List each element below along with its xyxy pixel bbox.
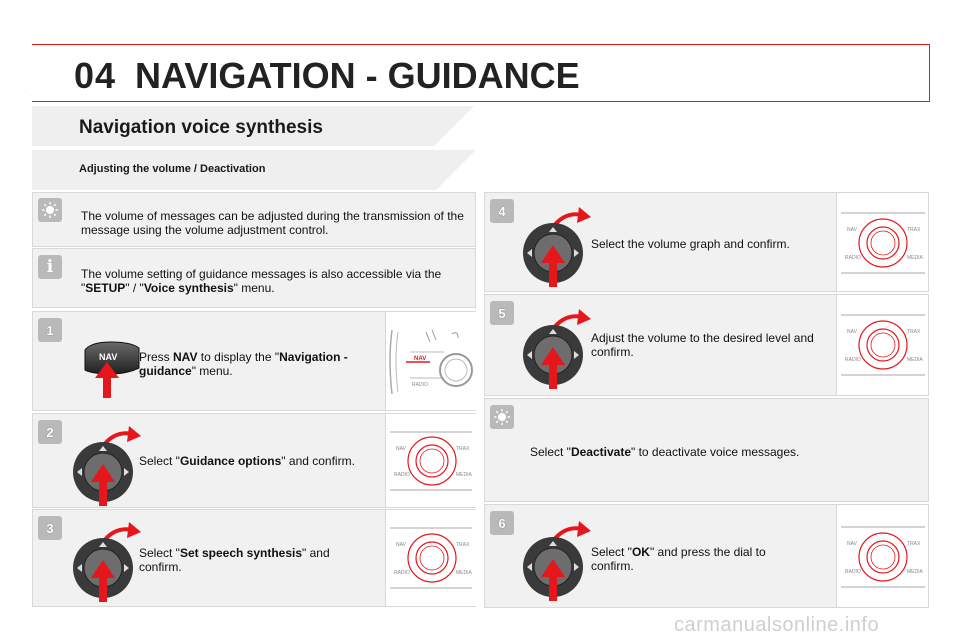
step-4-panel xyxy=(484,192,929,292)
step-3-text: Select "Set speech synthesis" and confirm. xyxy=(139,546,330,574)
tip-panel-volume xyxy=(32,192,476,247)
step-6-panel-image xyxy=(836,505,928,607)
chapter-number: 04 xyxy=(74,55,117,96)
step-1-panel-image xyxy=(385,312,476,410)
step-2-badge: 2 xyxy=(38,420,62,444)
step-5-text: Adjust the volume to the desired level and confirm. xyxy=(591,331,814,359)
control-panel-illustration xyxy=(386,510,477,606)
section-title: Navigation voice synthesis xyxy=(79,117,323,138)
step-5-panel xyxy=(484,294,929,396)
panel-trax-label: TRAX xyxy=(456,542,470,548)
step-5-badge: 5 xyxy=(490,301,514,325)
step-1-badge: 1 xyxy=(38,318,62,342)
dashboard-nav-illustration xyxy=(386,312,477,410)
panel-radio-label: RADIO xyxy=(845,357,861,363)
step-3-panel xyxy=(32,509,476,607)
step-6-badge: 6 xyxy=(490,511,514,535)
panel-trax-label: TRAX xyxy=(907,541,921,547)
panel-trax-label: TRAX xyxy=(456,446,470,452)
panel-radio-label: RADIO xyxy=(394,570,410,576)
step-2-panel-image xyxy=(385,414,476,507)
panel-nav-label: NAV xyxy=(847,329,857,335)
rotary-dial-push-icon xyxy=(521,201,591,287)
panel-nav-label: NAV xyxy=(396,446,406,452)
panel-media-label: MEDIA xyxy=(456,472,472,478)
step-3-badge: 3 xyxy=(38,516,62,540)
step-2-text: Select "Guidance options" and confirm. xyxy=(139,454,355,468)
control-panel-illustration xyxy=(837,295,929,395)
step-2-panel xyxy=(32,413,476,508)
rotary-dial-push-icon xyxy=(71,420,141,506)
step-4-text: Select the volume graph and confirm. xyxy=(591,237,790,251)
panel-media-label: MEDIA xyxy=(456,570,472,576)
panel-trax-label: TRAX xyxy=(907,227,921,233)
step-5-panel-image xyxy=(836,295,928,395)
panel-radio-label: RADIO xyxy=(845,255,861,261)
step-4-badge: 4 xyxy=(490,199,514,223)
step-1-text: Press NAV to display the "Navigation - guidance" menu. xyxy=(139,350,348,378)
panel-media-label: MEDIA xyxy=(907,569,923,575)
info-panel-setup xyxy=(32,248,476,308)
chapter-title: NAVIGATION - GUIDANCE xyxy=(135,55,580,96)
control-panel-illustration xyxy=(837,505,929,607)
panel-nav-label: NAV xyxy=(396,542,406,548)
tip-panel-deactivate xyxy=(484,398,929,502)
step-4-panel-image xyxy=(836,193,928,291)
dashboard-radio-label: RADIO xyxy=(412,382,428,388)
panel-nav-label: NAV xyxy=(847,541,857,547)
control-panel-illustration xyxy=(386,414,477,507)
rotary-dial-push-icon xyxy=(71,516,141,602)
step-3-panel-image xyxy=(385,510,476,606)
step-6-text: Select "OK" and press the dial to confirm. xyxy=(591,545,766,573)
rotary-dial-push-icon xyxy=(521,515,591,601)
dashboard-nav-label: NAV xyxy=(414,356,427,362)
section-subtitle: Adjusting the volume / Deactivation xyxy=(79,163,266,175)
tip-volume-text: The volume of messages can be adjusted during the transmission of the message using the volume adjustment control. xyxy=(81,209,464,237)
control-panel-illustration xyxy=(837,193,929,291)
step-1-panel xyxy=(32,311,476,411)
nav-button-illustration xyxy=(77,334,147,400)
lightbulb-icon xyxy=(490,405,514,429)
panel-media-label: MEDIA xyxy=(907,357,923,363)
panel-trax-label: TRAX xyxy=(907,329,921,335)
panel-nav-label: NAV xyxy=(847,227,857,233)
tip-deactivate-text: Select "Deactivate" to deactivate voice messages. xyxy=(530,445,800,459)
step-6-panel xyxy=(484,504,929,608)
rotary-dial-push-icon xyxy=(521,303,591,389)
info-setup-text: The volume setting of guidance messages is also accessible via the "SETUP" / "Voice synthesis" menu. xyxy=(81,267,442,295)
panel-radio-label: RADIO xyxy=(394,472,410,478)
info-icon: i xyxy=(38,255,62,279)
watermark: carmanualsonline.info xyxy=(674,614,880,636)
nav-button-label: NAV xyxy=(99,352,118,362)
lightbulb-icon xyxy=(38,198,62,222)
panel-media-label: MEDIA xyxy=(907,255,923,261)
panel-radio-label: RADIO xyxy=(845,569,861,575)
